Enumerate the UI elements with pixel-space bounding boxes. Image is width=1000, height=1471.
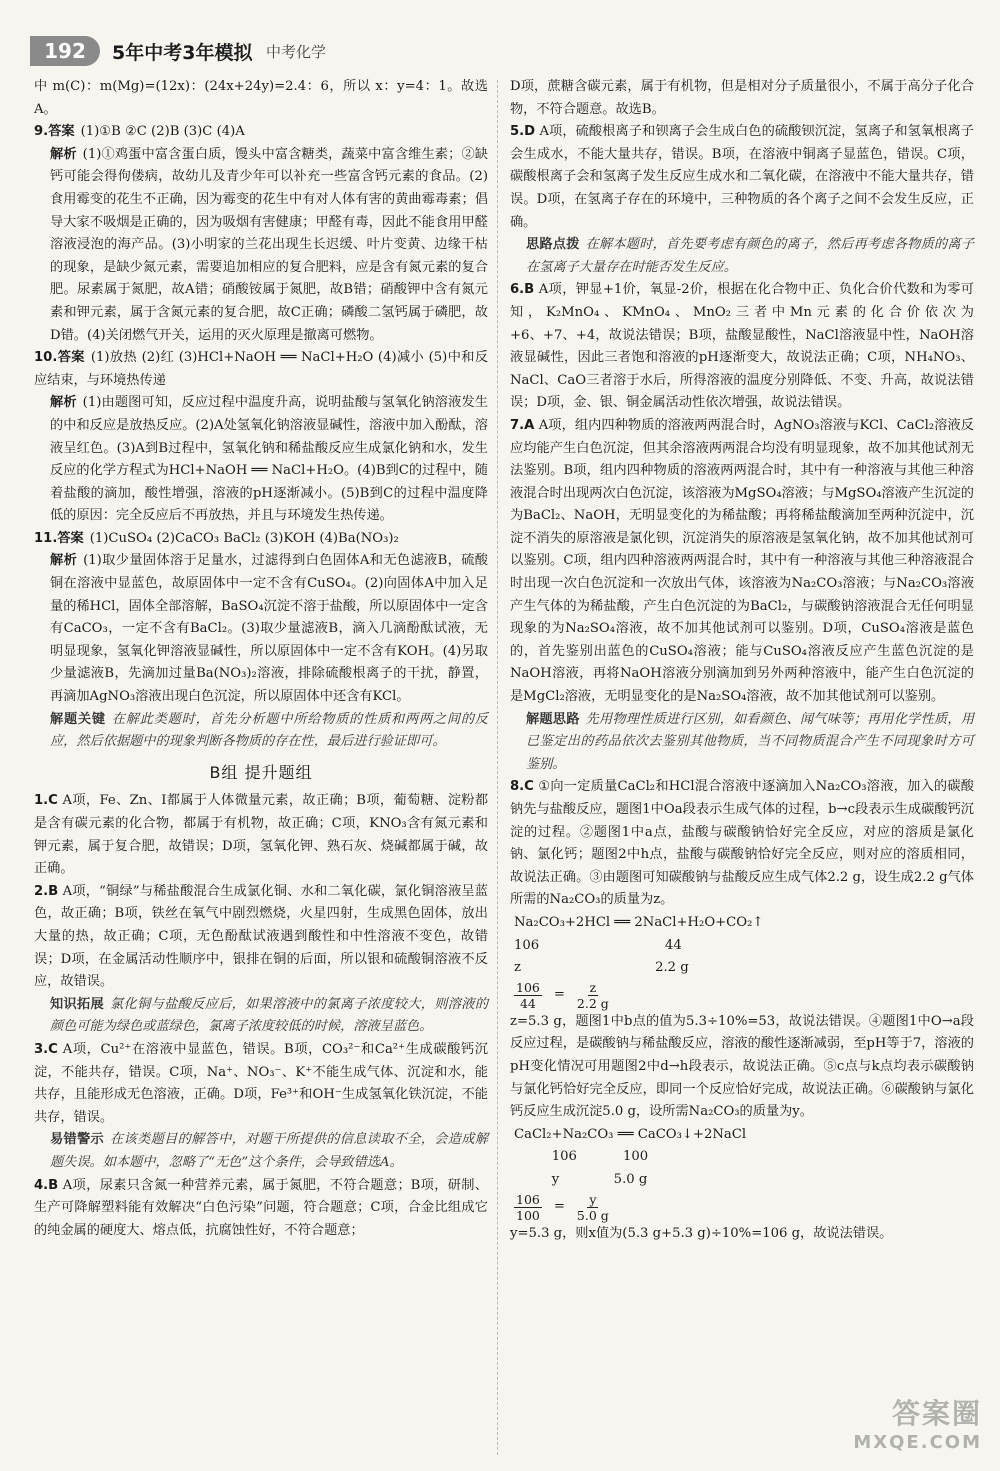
subject-label: 中考化学 bbox=[266, 43, 327, 61]
denominator: 100 bbox=[516, 1207, 540, 1223]
item-text: A项，钾显+1价，氧显-2价，根据在化合物中正、负化合价代数和为零可知，K₂MnO₄、KMnO₄、MnO₂三者中Mn元素的化合价依次为+6、+7、+4，故说法错误；B项，盐酸显酸性，NaCl溶液显中性，NaOH溶液显碱性，因此三者饱和溶液的pH逐渐变大，故说法正确；C项，NH₄NO₃、NaCl、CaO三者溶于水后，所得溶液的温度分别降低、不变、升高，故说法错误；D项，金、银、铜金属活动性依次增强，故说法错误。 bbox=[510, 282, 974, 411]
answer-label: 答案 bbox=[57, 530, 84, 546]
answer-item-b2 bbox=[34, 881, 488, 994]
fraction bbox=[514, 1192, 542, 1223]
item-number: 5.D bbox=[510, 124, 536, 140]
right-column bbox=[510, 76, 974, 1245]
chemical-equation: CaCl₂+Na₂CO₃ ══ CaCO₃↓+2NaCl bbox=[514, 1126, 747, 1142]
tip-label: 解题关键 bbox=[50, 711, 106, 727]
item-text: A项，硫酸根离子和钡离子会生成白色的硫酸钡沉淀，氢离子和氢氧根离子会生成水，不能大量共存，错误。B项，在溶液中铜离子显蓝色，错误。C项，碳酸根离子会和氢离子发生反应生成水和二氧化碳，在溶液中不能大量共存，错误。D项，在氢离子存在的环境中，三种物质的各个离子之间不会发生反应，正确。 bbox=[510, 124, 974, 230]
section-title: B组 提升题组 bbox=[209, 762, 313, 782]
answer-item-11 bbox=[34, 528, 488, 754]
tip-text: 在解此类题时，首先分析题中所给物质的性质和两两之间的反应，然后依据题中的现象判断各物质的存在性，最后进行验证即可。 bbox=[50, 711, 488, 750]
item-number: 7.A bbox=[510, 417, 535, 433]
numerator: 106 bbox=[516, 1191, 540, 1207]
left-column bbox=[34, 76, 488, 1242]
item-number: 2.B bbox=[34, 883, 59, 899]
column-divider bbox=[497, 80, 498, 1455]
item-text: A项，“铜绿”与稀盐酸混合生成氯化铜、水和二氧化碳，氯化铜溶液呈蓝色，故正确；B项，铁丝在氧气中剧烈燃烧，火星四射，生成黑色固体，放出大量的热，故正确；C项，无色酚酞试液遇到酸性和中性溶液不变色，故错误；D项，在金属活动性顺序中，银排在铜的后面，所以银和硫酸铜溶液不反应，故错误。 bbox=[34, 883, 488, 990]
tip-label: 解题思路 bbox=[526, 711, 580, 727]
analysis-text: (1)由题图可知，反应过程中温度升高，说明盐酸与氢氧化钠溶液发生的中和反应是放热反应。(2)A处氢氧化钠溶液显碱性，溶液中加入酚酞，溶液呈红色。(3)A到B过程中，氢氧化钠和稀盐酸反应生成氯化钠和水，发生反应的化学方程式为HCl+NaOH ══ NaCl+H₂O。(4)B到C的过程中，随着盐酸的滴加，酸性增强，溶液的pH逐渐减小。(5)B到C的过程中温度降低的原因：完全反应后不再放热，并且与环境发生热传递。 bbox=[50, 395, 488, 524]
answer-item-10 bbox=[34, 347, 488, 528]
answer-item-b3 bbox=[34, 1039, 488, 1129]
item-number: 10. bbox=[34, 350, 58, 366]
answer-label: 答案 bbox=[57, 350, 85, 366]
tip-block bbox=[510, 234, 974, 279]
item-text: z=5.3 g，题图1中b点的值为5.3÷10%=53，故说法错误。④题图1中O→a段反应过程，是碳酸钠与稀盐酸反应，溶液的酸性逐渐减弱，至pH等于7，溶液的pH变化情况可用题图2中d→h段表示，故说法正确。⑤c点与k点均表示碳酸钠与氯化钙恰好完全反应，即同一个反应恰好完成，故说法正确。⑥碳酸钠与氯化钙反应生成沉淀5.0 g，设所需Na₂CO₃的质量为y。 bbox=[510, 1013, 974, 1120]
item-text: ①向一定质量CaCl₂和HCl混合溶液中逐滴加入Na₂CO₃溶液，加入的碳酸钠先与盐酸反应，题图1中Oa段表示生成气体的过程，b→c段表示生成碳酸钙沉淀的过程。②题图1中a点，盐酸与碳酸钠恰好完全反应，对应的溶质是氯化钠、氯化钙；题图2中h点，盐酸与碳酸钠恰好完全反应，则对应的溶质相同，故说法正确。③由题图可知碳酸钠与盐酸反应生成气体2.2 g，设生成2.2 g气体所需的Na₂CO₃的质量为z。 bbox=[510, 779, 974, 908]
paragraph: D项，蔗糖含碳元素，属于有机物，但是相对分子质量很小，不属于高分子化合物，不符合题意。故选B。 bbox=[510, 79, 974, 117]
answer-label: 答案 bbox=[48, 124, 75, 140]
answer-item-9 bbox=[34, 121, 488, 347]
analysis-text: (1)①鸡蛋中富含蛋白质，馒头中富含糖类，蔬菜中富含维生素；②缺钙可能会得佝偻病，故幼儿及青少年可以补充一些富含钙元素的食品。(2)食用霉变的花生不正确，因为霉变的花生中有对人体有害的黄曲霉毒素；倡导大家不吸烟是正确的，因为吸烟有害健康；甲醛有毒，因此不能食用甲醛溶液浸泡的海产品。(3)小明家的兰花出现生长迟缓、叶片变黄、边缘干枯的现象，是缺少氮元素，需要追加相应的复合肥料，应是含有氮元素的复合肥。尿素属于氮肥，故A错；硝酸铵属于氮肥，故B错；硝酸钾中含有氮元素和钾元素，属于含氮元素的复合肥，故C正确；磷酸二氢钙属于磷肥，故D错。(4)关闭燃气开关，运用的灭火原理是撤离可燃物。 bbox=[50, 146, 488, 343]
equation-row: z 2.2 g bbox=[514, 960, 689, 976]
equals-sign: = bbox=[553, 1198, 565, 1214]
tip-label: 知识拓展 bbox=[50, 996, 105, 1012]
item-number: 4.B bbox=[34, 1177, 59, 1193]
tip-text: 先用物理性质进行区别，如看颜色、闻气味等；再用化学性质，用已鉴定出的药品依次去鉴别其他物质，当不同物质混合产生不同现象时方可鉴别。 bbox=[526, 711, 975, 772]
item-text: A项，Fe、Zn、I都属于人体微量元素，故正确；B项，葡萄糖、淀粉都是含有碳元素的化合物，都属于有机物，故正确；C项，KNO₃含有氮元素和钾元素，属于复合肥，故错误；D项，氢氧化钾、熟石灰、烧碱都属于碱，故正确。 bbox=[34, 793, 489, 877]
numerator: 106 bbox=[516, 979, 540, 995]
tip-block bbox=[34, 994, 488, 1039]
denominator: 5.0 g bbox=[576, 1207, 609, 1223]
tip-text: 在该类题目的解答中，对题干所提供的信息读取不全，会造成解题失误。如本题中，忽略了“无色”这个条件，会导致错选A。 bbox=[50, 1132, 489, 1170]
item-number: 9. bbox=[34, 124, 49, 140]
analysis-text: (1)取少量固体溶于足量水，过滤得到白色固体A和无色滤液B，硫酸铜在溶液中显蓝色，故原固体中一定不含有CuSO₄。(2)向固体A中加入足量的稀HCl，固体全部溶解，BaSO₄沉淀不溶于盐酸，所以原固体中一定含有CaCO₃，一定不含有BaCl₂。(3)取少量滤液B，滴入几滴酚酞试液，无明显现象，氢氧化钾溶液显碱性，所以原固体中一定不含有KOH。(4)另取少量滤液B，先滴加过量Ba(NO₃)₂溶液，排除硫酸根离子的干扰，静置，再滴加AgNO₃溶液出现白色沉淀，所以原固体中还含有KCl。 bbox=[50, 553, 488, 705]
item-text: A项，组内四种物质的溶液两两混合时，AgNO₃溶液与KCl、CaCl₂溶液反应均能产生白色沉淀，但其余溶液两两混合均没有明显现象，故不加其他试剂无法鉴别。B项，组内四种物质的溶液两两混合时，其中有一种溶液与其他三种溶液混合时出现两次白色沉淀，该溶液为MgSO₄溶液；与MgSO₄溶液产生沉淀的为BaCl₂、NaOH，无明显变化的为稀盐酸；再将稀盐酸滴加至两种沉淀中，沉淀不消失的原溶液是氯化钡，沉淀消失的原溶液是氢氧化钠，故不加其他试剂可以鉴别。C项，组内四种溶液两两混合时，其中有一种溶液与其他三种溶液混合时出现一次白色沉淀和一次放出气体，该溶液为Na₂CO₃溶液；与Na₂CO₃溶液产生气体的为稀盐酸，产生白色沉淀的为BaCl₂，与碳酸钠溶液混合无任何明显现象的为Na₂SO₄溶液，故不加其他试剂可以鉴别。D项，CuSO₄溶液是蓝色的，首先鉴别出蓝色的CuSO₄溶液；能与CuSO₄溶液反应产生蓝色沉淀的是NaOH溶液，再将NaOH溶液分别滴加到另外两种溶液中，能产生白色沉淀的是MgCl₂溶液，无明显变化的是Na₂SO₄溶液，故不加其他试剂可以鉴别。 bbox=[510, 417, 974, 705]
tip-text: 在解本题时，首先要考虑有颜色的离子，然后再考虑各物质的离子在氢离子大量存在时能否发生反应。 bbox=[526, 237, 975, 275]
answer-item-b4 bbox=[34, 1175, 488, 1243]
fraction bbox=[577, 980, 609, 1011]
equation-row: 106 100 bbox=[514, 1149, 649, 1165]
answer-item-b1 bbox=[34, 790, 488, 880]
paragraph: 中 m(C)：m(Mg)=(12x)：(24x+24y)=2.4：6，所以 x：y=4：1。故选 A。 bbox=[34, 79, 488, 117]
answer-text: (1)放热 (2)红 (3)HCl+NaOH ══ NaCl+H₂O (4)减小 (5)中和反应结束，与环境热传递 bbox=[34, 350, 489, 388]
fraction bbox=[577, 1192, 609, 1223]
tip-block bbox=[510, 709, 974, 777]
item-number: 1.C bbox=[34, 793, 58, 809]
answer-text: (1)①B ②C (2)B (3)C (4)A bbox=[80, 124, 245, 140]
item-text: A项，尿素只含氮一种营养元素，属于氮肥，不符合题意；B项，研制、生产可降解塑料能有效解决“白色污染”问题，符合题意；C项，合金比组成它的纯金属的硬度大、熔点低，抗腐蚀性好，不符合题意； bbox=[34, 1177, 488, 1238]
item-number: 11. bbox=[34, 530, 58, 546]
proportion bbox=[510, 1192, 974, 1223]
tip-label: 思路点拨 bbox=[526, 237, 580, 253]
watermark bbox=[853, 1392, 982, 1453]
tip-block bbox=[34, 1129, 488, 1174]
denominator: 2.2 g bbox=[576, 995, 609, 1011]
item-number: 6.B bbox=[510, 282, 535, 298]
tip-label: 易错警示 bbox=[50, 1132, 105, 1148]
item-number: 8.C bbox=[510, 779, 534, 795]
watermark-url: MXQE.COM bbox=[853, 1432, 982, 1453]
fraction bbox=[514, 980, 542, 1011]
answer-text: (1)CuSO₄ (2)CaCO₃ BaCl₂ (3)KOH (4)Ba(NO₃)₂ bbox=[89, 530, 399, 546]
answer-item-b5 bbox=[510, 121, 974, 234]
tip-text: 氯化铜与盐酸反应后，如果溶液中的氯离子浓度较大，则溶液的颜色可能为绿色或蓝绿色，氯离子浓度较低的时候，溶液呈蓝色。 bbox=[50, 996, 489, 1035]
analysis-label: 解析 bbox=[50, 395, 77, 411]
answer-item-b7 bbox=[510, 415, 974, 709]
page-number: 192 bbox=[30, 36, 100, 66]
equation-row: y 5.0 g bbox=[514, 1171, 648, 1187]
item-number: 3.C bbox=[34, 1041, 58, 1057]
numerator: y bbox=[589, 1191, 597, 1207]
book-title: 5年中考3年模拟 bbox=[112, 42, 253, 64]
equation-row: 106 44 bbox=[514, 937, 682, 953]
chemical-equation: Na₂CO₃+2HCl ══ 2NaCl+H₂O+CO₂↑ bbox=[514, 914, 764, 930]
page-header bbox=[0, 0, 1000, 68]
analysis-label: 解析 bbox=[50, 553, 78, 569]
answer-item-b8 bbox=[510, 776, 974, 1245]
equals-sign: = bbox=[553, 986, 565, 1002]
denominator: 44 bbox=[519, 995, 536, 1011]
numerator: z bbox=[589, 979, 597, 995]
item-text: A项，Cu²⁺在溶液中显蓝色，错误。B项，CO₃²⁻和Ca²⁺生成碳酸钙沉淀，不能共存，错误。C项，Na⁺、NO₃⁻、K⁺不能生成气体、沉淀和水，能共存，且能形成无色溶液，正确。D项，Fe³⁺和OH⁻生成氢氧化铁沉淀，不能共存，错误。 bbox=[34, 1041, 488, 1125]
item-text: y=5.3 g，则x值为(5.3 g+5.3 g)÷10%=106 g，故说法错误。 bbox=[510, 1225, 893, 1241]
watermark-text: 答案圈 bbox=[891, 1397, 982, 1430]
answer-item-b6 bbox=[510, 279, 974, 415]
proportion bbox=[510, 980, 974, 1011]
analysis-label: 解析 bbox=[50, 146, 77, 162]
